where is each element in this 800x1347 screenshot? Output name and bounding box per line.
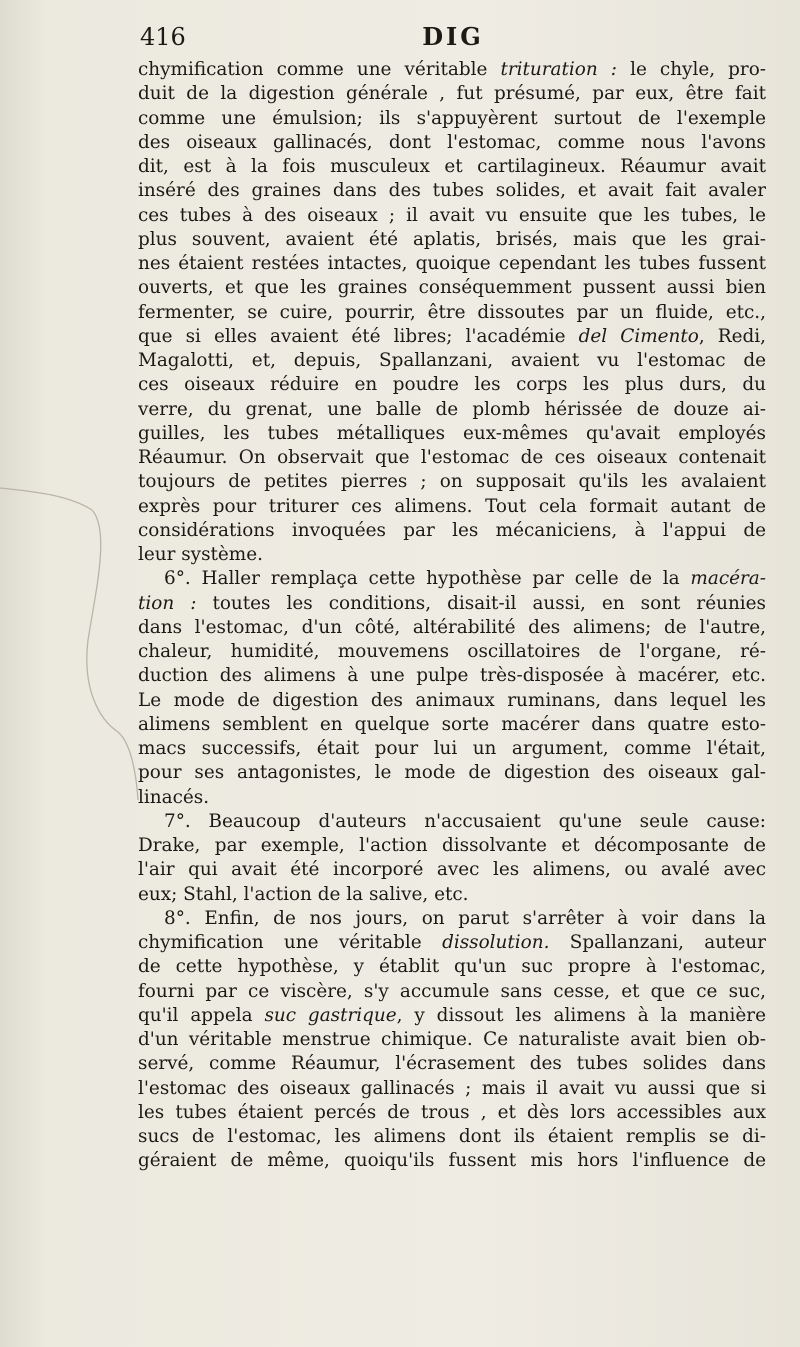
text-line	[138, 1149, 766, 1173]
text-line-main: géraient de même, quoiqu'ils fussent mis hors l'influence de	[138, 1150, 766, 1172]
text-line	[138, 664, 766, 688]
text-line	[138, 519, 766, 543]
text-line-main: l'estomac des oiseaux gallinacés ; mais il avait vu aussi que si	[138, 1077, 766, 1099]
text-line	[138, 1028, 766, 1052]
text-line-main: comme une émulsion; ils s'appuyèrent surtout de l'exemple	[138, 107, 766, 129]
text-line	[138, 1077, 766, 1101]
italic-term: trituration :	[500, 59, 617, 80]
text-line	[138, 1004, 766, 1028]
text-line-main: l'air qui avait été incorporé avec les alimens, ou avalé avec	[138, 859, 766, 881]
text-line-main: verre, du grenat, une balle de plomb hérissée de douze ai-	[138, 398, 766, 420]
text-line	[138, 373, 766, 397]
text-line	[138, 470, 766, 494]
text-line	[138, 640, 766, 664]
text-line	[138, 883, 766, 907]
text-line	[138, 616, 766, 640]
text-line-tail: toutes les conditions, disait-il aussi, en sont réunies	[196, 592, 766, 614]
text-line-main: pour ses antagonistes, le mode de digestion des oiseaux gal-	[138, 762, 766, 784]
text-line-main: d'un véritable menstrue chimique. Ce naturaliste avait bien ob-	[138, 1029, 766, 1050]
text-line-tail: Spallanzani, auteur	[549, 932, 766, 953]
text-line	[138, 155, 766, 179]
text-line	[138, 228, 766, 252]
text-line	[138, 276, 766, 300]
italic-term: dissolution.	[442, 932, 550, 953]
text-line-main: que si elles avaient été libres; l'académie	[138, 325, 566, 347]
text-line-main: Magalotti, et, depuis, Spallanzani, avaient vu l'estomac de	[138, 350, 766, 371]
text-line-main: fermenter, se cuire, pourrir, être dissoutes par un fluide, etc.,	[138, 301, 766, 323]
paper-fold-crease	[0, 470, 140, 830]
text-line	[138, 398, 766, 422]
text-line-main: chymification comme une véritable	[138, 59, 488, 80]
text-line-main: leur système.	[138, 544, 263, 565]
text-line-main: ces tubes à des oiseaux ; il avait vu ensuite que les tubes, le	[138, 204, 766, 226]
text-line	[138, 325, 766, 349]
italic-term: macéra-	[690, 568, 766, 590]
text-line	[138, 82, 766, 106]
text-line	[138, 980, 766, 1004]
text-line	[138, 495, 766, 519]
text-line-main: servé, comme Réaumur, l'écrasement des tubes solides dans	[138, 1053, 766, 1075]
text-line-tail: , Redi,	[698, 325, 766, 347]
text-line-main: macs successifs, était pour lui un argument, comme l'était,	[138, 738, 766, 759]
text-line-main: de cette hypothèse, y établit qu'un suc propre à l'estomac,	[138, 956, 766, 978]
text-line-main: dans l'estomac, d'un côté, altérabilité des alimens; de l'autre,	[138, 616, 766, 638]
text-line-main: Le mode de digestion des animaux ruminans, dans lequel les	[138, 689, 766, 711]
text-line-main: 6°. Haller remplaça cette hypothèse par celle de la	[164, 568, 680, 590]
text-line	[138, 1101, 766, 1125]
text-line	[138, 422, 766, 446]
text-line-main: Réaumur. On observait que l'estomac de ces oiseaux contenait	[138, 447, 766, 468]
page-number: 416	[140, 23, 186, 51]
text-line	[138, 786, 766, 810]
text-line-main: 7°. Beaucoup d'auteurs n'accusaient qu'une seule cause:	[164, 810, 766, 832]
text-line	[138, 858, 766, 882]
text-line-tail: le chyle, pro-	[616, 59, 766, 80]
italic-term: tion :	[138, 592, 197, 614]
text-line	[138, 567, 766, 591]
text-line	[138, 107, 766, 131]
text-line	[138, 349, 766, 373]
text-line	[138, 592, 766, 616]
text-line-main: dit, est à la fois musculeux et cartilagineux. Réaumur avait	[138, 156, 766, 177]
text-line-main: sucs de l'estomac, les alimens dont ils étaient remplis se di-	[138, 1126, 766, 1147]
text-line-main: linacés.	[138, 786, 210, 808]
text-line	[138, 58, 766, 82]
text-line-tail: , y dissout les alimens à la manière	[396, 1004, 766, 1026]
text-line	[138, 955, 766, 979]
text-line-main: toujours de petites pierres ; on supposait qu'ils les avalaient	[138, 471, 766, 493]
text-line	[138, 931, 766, 955]
text-line	[138, 810, 766, 834]
text-line	[138, 761, 766, 785]
text-line-main: les tubes étaient percés de trous , et dès lors accessibles aux	[138, 1101, 766, 1123]
text-line-main: ouverts, et que les graines conséquemment pussent aussi bien	[138, 277, 766, 299]
text-line-main: plus souvent, avaient été aplatis, brisés, mais que les grai-	[138, 228, 766, 250]
text-line	[138, 737, 766, 761]
text-line-main: 8°. Enfin, de nos jours, on parut s'arrêter à voir dans la	[164, 907, 766, 929]
text-line-main: ces oiseaux réduire en poudre les corps les plus durs, du	[138, 374, 766, 396]
text-line-main: qu'il appela	[138, 1004, 253, 1026]
body-text	[138, 58, 766, 1174]
text-line-main: nes étaient restées intactes, quoique cependant les tubes fussent	[138, 253, 766, 274]
text-line-main: alimens semblent en quelque sorte macérer dans quatre esto-	[138, 713, 766, 735]
text-line-main: duction des alimens à une pulpe très-disposée à macérer, etc.	[138, 665, 766, 687]
italic-term: suc gastrique	[264, 1004, 397, 1026]
text-line-main: considérations invoquées par les mécaniciens, à l'appui de	[138, 519, 766, 541]
running-title: DIG	[422, 22, 484, 51]
text-line	[138, 204, 766, 228]
text-line	[138, 1052, 766, 1076]
text-line-main: exprès pour triturer ces alimens. Tout cela formait autant de	[138, 495, 766, 517]
text-line	[138, 907, 766, 931]
text-line	[138, 131, 766, 155]
text-line	[138, 713, 766, 737]
text-line	[138, 543, 766, 567]
text-line-main: duit de la digestion générale , fut présumé, par eux, être fait	[138, 83, 766, 105]
text-line	[138, 834, 766, 858]
text-line	[138, 1125, 766, 1149]
text-line-main: chymification une véritable	[138, 932, 422, 953]
text-line-main: Drake, par exemple, l'action dissolvante et décomposante de	[138, 835, 766, 856]
running-head	[140, 22, 766, 52]
italic-term: del Cimento	[578, 325, 699, 347]
text-line-main: chaleur, humidité, mouvemens oscillatoires de l'organe, ré-	[138, 641, 766, 662]
text-line-main: inséré des graines dans des tubes solides, et avait fait avaler	[138, 180, 766, 202]
text-line	[138, 179, 766, 203]
text-line	[138, 446, 766, 470]
text-line-main: eux; Stahl, l'action de la salive, etc.	[138, 883, 469, 905]
text-line-main: fourni par ce viscère, s'y accumule sans cesse, et que ce suc,	[138, 980, 766, 1002]
text-line-main: des oiseaux gallinacés, dont l'estomac, comme nous l'avons	[138, 131, 766, 153]
text-line	[138, 301, 766, 325]
text-line-main: guilles, les tubes métalliques eux-mêmes qu'avait employés	[138, 422, 766, 444]
text-line	[138, 252, 766, 276]
text-line	[138, 689, 766, 713]
